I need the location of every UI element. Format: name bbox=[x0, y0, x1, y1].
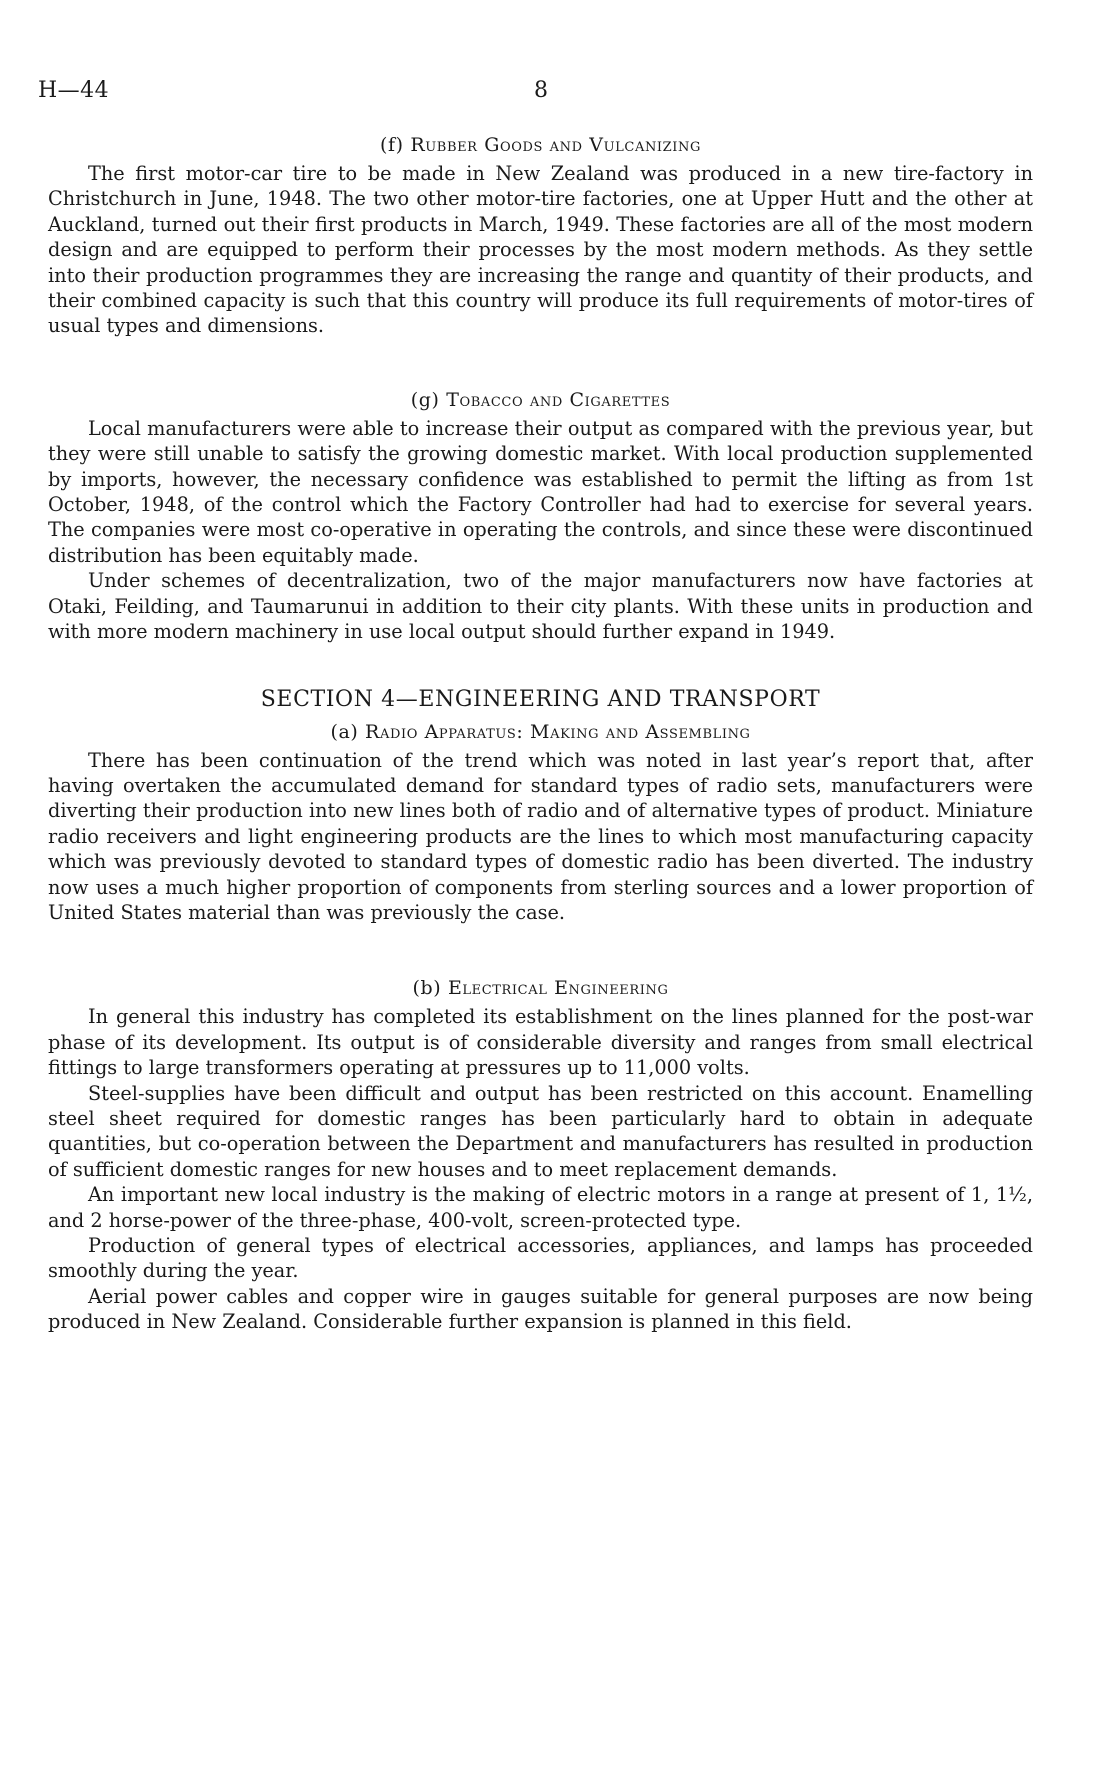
paragraph: The first motor-car tire to be made in New Zealand was produced in a new tire-factory in Christchurch in June, 1948. The two other motor-tire factories, one at Upper Hutt and the other at Auckland, turned out their first products in March, 1949. These factories are all of the most modern design and are equipped to perform their processes by the most modern methods. As they settle into their production programmes they are increasing the range and quantity of their products, and their combined capacity is such that this country will produce its full requirements of motor-tires of usual types and dimensions. bbox=[48, 162, 1033, 338]
subheading-letter: (a) bbox=[330, 720, 359, 743]
subheading-letter: (b) bbox=[412, 977, 442, 1000]
running-header bbox=[38, 78, 1033, 110]
paragraph: Aerial power cables and copper wire in gauges suitable for general purposes are now being produced in New Zealand. Considerable further expansion is planned in this field. bbox=[48, 1284, 1033, 1334]
subheading-text: Electrical Engineering bbox=[447, 977, 669, 1000]
subheading-radio-apparatus bbox=[48, 719, 1033, 746]
subheading-letter: (g) bbox=[410, 388, 440, 411]
section-rubber-goods bbox=[48, 132, 1033, 339]
report-reference: H—44 bbox=[38, 78, 110, 103]
paragraph: An important new local industry is the making of electric motors in a range at present of 1, 1½, and 2 horse-power of the three-phase, 400-volt, screen-protected type. bbox=[48, 1183, 1033, 1232]
page-number: 8 bbox=[534, 78, 549, 103]
subheading-text: Tobacco and Cigarettes bbox=[446, 388, 671, 411]
subheading-tobacco bbox=[48, 387, 1033, 414]
subheading-text: Rubber Goods and Vulcanizing bbox=[410, 134, 701, 156]
paragraph: There has been continuation of the trend which was noted in last year’s report that, after having overtaken the accumulated demand for standard types of radio sets, manufacturers were diverting their production into new lines both of radio and of alternative types of product. Miniature radio receivers and light engineering products are the lines to which most manufacturing capacity which was previously devoted to standard types of domestic radio has been diverted. The industry now uses a much higher proportion of components from sterling sources and a lower proportion of United States material than was previously the case. bbox=[48, 748, 1033, 924]
section-tobacco bbox=[48, 387, 1033, 645]
paragraph: Steel-supplies have been difficult and output has been restricted on this account. Enamelling steel sheet required for domestic ranges has been particularly hard to obtain in adequate quantities, but co-operation between the Department and manufacturers has resulted in production of sufficient domestic ranges for new houses and to meet replacement demands. bbox=[48, 1081, 1033, 1181]
subheading-letter: (f) bbox=[380, 134, 404, 156]
subheading-text: Radio Apparatus: Making and Assembling bbox=[365, 720, 751, 743]
subheading-rubber-goods bbox=[48, 132, 1033, 159]
paragraph: Under schemes of decentralization, two of the major manufacturers now have factories at Otaki, Feilding, and Taumarunui in addition to their city plants. With these units in production and with more modern machinery in use local output should further expand in 1949. bbox=[48, 569, 1033, 644]
section-title: SECTION 4—ENGINEERING AND TRANSPORT bbox=[260, 686, 821, 712]
paragraph: In general this industry has completed its establishment on the lines planned for the post-war phase of its development. Its output is of considerable diversity and ranges from small electrical fittings to large transformers operating at pressures up to 11,000 volts. bbox=[48, 1005, 1033, 1080]
section-electrical-engineering bbox=[48, 975, 1033, 1334]
paragraph: Local manufacturers were able to increase their output as compared with the previous year, but they were still unable to satisfy the growing domestic market. With local production supplemented by imports, however, the necessary confidence was established to permit the lifting as from 1st October, 1948, of the control which the Factory Controller had had to exercise for several years. The companies were most co-operative in operating the controls, and since these were discontinued distribution has been equitably made. bbox=[48, 416, 1033, 567]
paragraph: Production of general types of electrical accessories, appliances, and lamps has proceeded smoothly during the year. bbox=[48, 1234, 1033, 1283]
subheading-electrical-engineering bbox=[48, 975, 1033, 1002]
section-radio-apparatus bbox=[48, 719, 1033, 926]
document-page bbox=[38, 78, 1033, 1335]
